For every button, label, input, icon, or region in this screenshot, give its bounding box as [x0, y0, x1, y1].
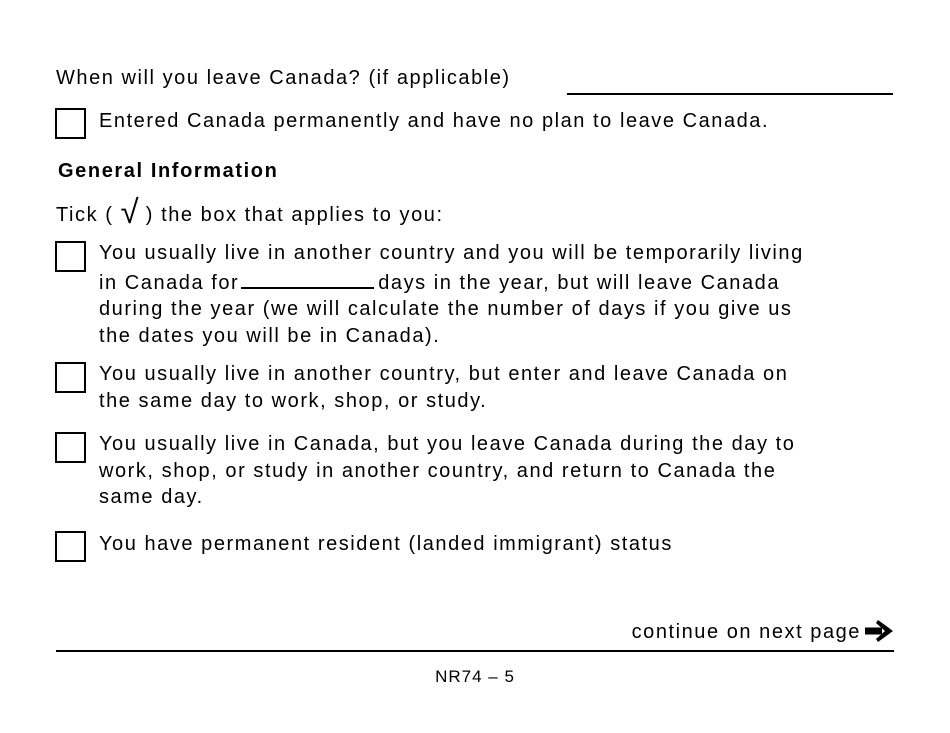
commute-out-of-canada-checkbox[interactable] [55, 432, 86, 463]
continue-next-page [632, 619, 893, 646]
option-line: during the year (we will calculate the number of days if you give us [99, 298, 793, 320]
commute-into-canada-checkbox[interactable] [55, 362, 86, 393]
days-in-canada-field[interactable] [241, 267, 374, 289]
option-line: You usually live in another country and you will be temporarily living [99, 242, 804, 264]
footer-rule [56, 650, 894, 652]
section-heading: General Information [58, 160, 279, 182]
option-line: You usually live in another country, but enter and leave Canada on [99, 363, 789, 385]
permanent-resident-label: You have permanent resident (landed immigrant) status [99, 533, 673, 555]
option-text: in Canada for [99, 271, 240, 294]
permanent-entry-checkbox[interactable] [55, 108, 86, 139]
commute-out-of-canada-label [99, 431, 795, 511]
permanent-entry-label: Entered Canada permanently and have no plan to leave Canada. [99, 110, 770, 132]
tick-instruction [56, 193, 444, 230]
option-line: the dates you will be in Canada). [99, 324, 441, 347]
option-line: same day. [99, 486, 204, 508]
tick-suffix: ) the box that applies to you: [145, 204, 444, 226]
tick-prefix: Tick ( [56, 204, 114, 226]
option-text: days in the year, but will leave Canada [378, 271, 781, 294]
continue-text: continue on next page [631, 621, 861, 643]
arrow-right-icon [865, 620, 893, 642]
leave-date-question: When will you leave Canada? (if applicable) [56, 67, 511, 89]
option-line: the same day to work, shop, or study. [99, 389, 488, 412]
commute-into-canada-label [99, 361, 788, 414]
checkmark-icon: √ [120, 193, 139, 230]
temporary-resident-checkbox[interactable] [55, 241, 86, 272]
leave-date-field[interactable] [567, 93, 893, 95]
permanent-resident-checkbox[interactable] [55, 531, 86, 562]
option-line [99, 267, 804, 297]
option-line: You usually live in Canada, but you leave Canada during the day to [99, 433, 796, 455]
page-number: NR74 – 5 [435, 667, 515, 686]
option-line: work, shop, or study in another country, and return to Canada the [99, 459, 777, 482]
temporary-resident-label [99, 240, 804, 349]
